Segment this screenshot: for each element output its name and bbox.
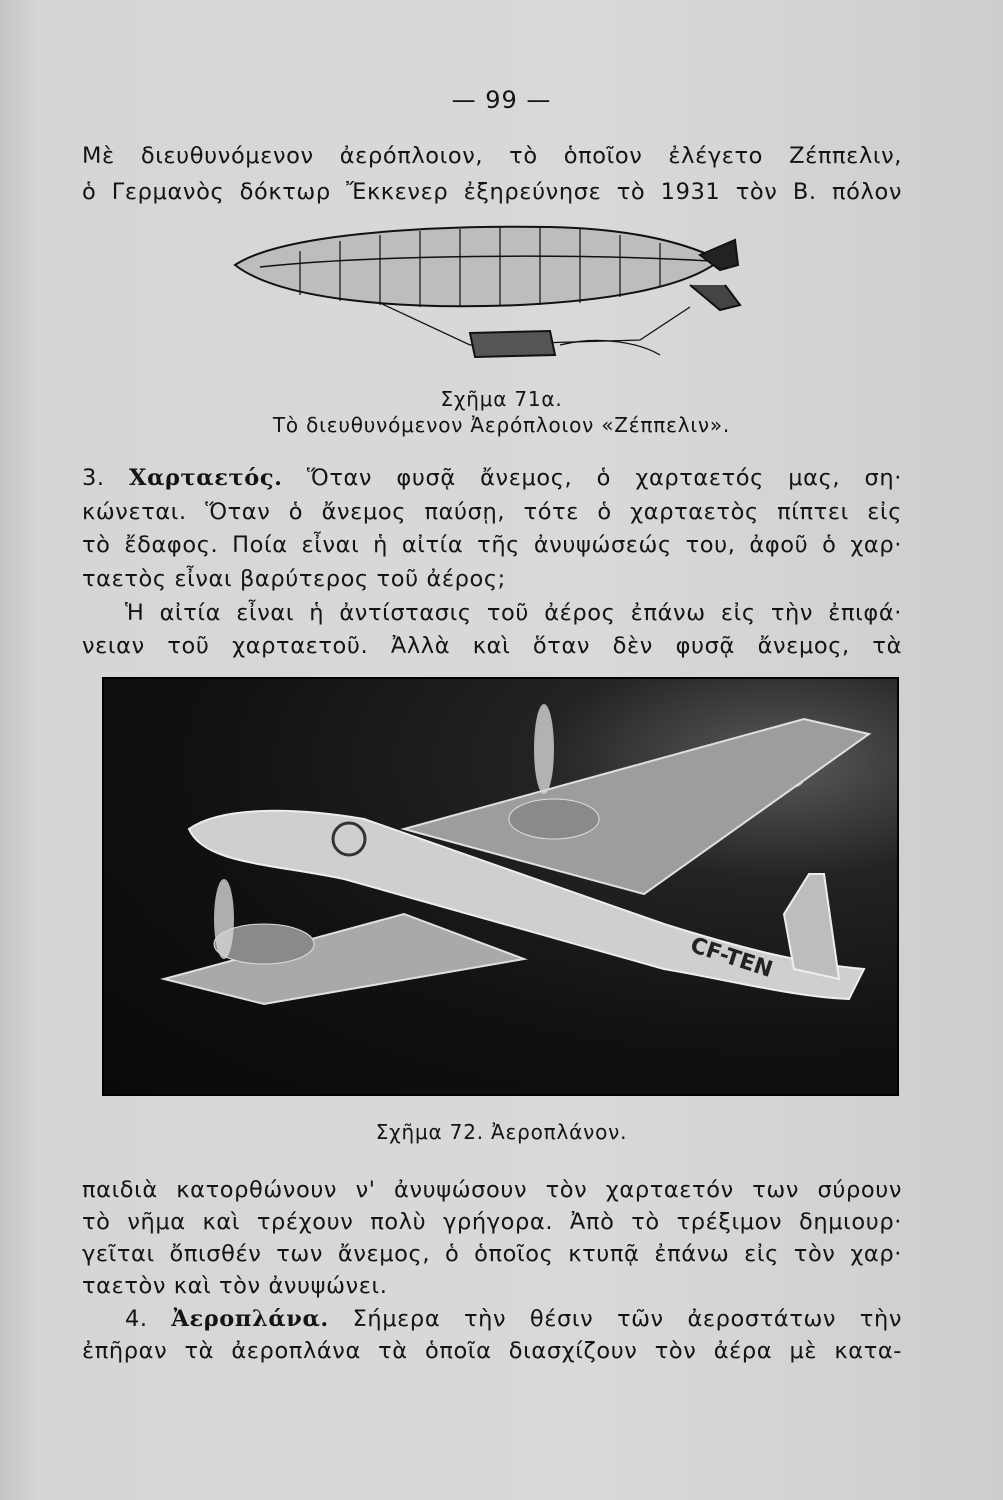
section-3-line-1-text: Ὅταν φυσᾷ ἄνεμος, ὁ χαρταετός μας, ση· <box>306 465 902 491</box>
section-4-line-1 <box>125 1304 902 1334</box>
figure-71a-caption-2: Τὸ διευθυνόμενον Ἀερόπλοιον «Ζέππελιν». <box>272 413 731 437</box>
section-3-line-3: τὸ ἔδαφος. Ποία εἶναι ἡ αἰτία τῆς ἀνυψώσεώς του, ἀφοῦ ὁ χαρ· <box>82 532 902 558</box>
section-3-heading: Χαρταετός. <box>129 465 283 491</box>
section-3-line-6: νειαν τοῦ χαρταετοῦ. Ἀλλὰ καὶ ὅταν δὲν φυσᾷ ἄνεμος, τὰ <box>82 633 902 659</box>
aircraft-registration: CF-TEN <box>687 932 776 983</box>
airplane-illustration <box>104 679 897 1094</box>
page-number: — 99 — <box>451 86 552 114</box>
continuation-line-4: ταετὸν καὶ τὸν ἀνυψώνει. <box>82 1273 388 1299</box>
section-3-number: 3. <box>82 465 105 491</box>
section-3-line-5: Ἡ αἰτία εἶναι ἡ ἀντίστασις τοῦ ἀέρος ἐπάνω εἰς τὴν ἐπιφά· <box>125 600 902 626</box>
continuation-line-1: παιδιὰ κατορθώνουν ν' ἀνυψώσουν τὸν χαρταετόν των σύρουν <box>82 1177 902 1203</box>
section-4-number: 4. <box>125 1306 148 1332</box>
section-3-line-4: ταετὸς εἶναι βαρύτερος τοῦ ἀέρος; <box>82 566 506 592</box>
continuation-line-2: τὸ νῆμα καὶ τρέχουν πολὺ γρήγορα. Ἀπὸ τὸ τρέξιμον δημιουρ· <box>82 1209 902 1235</box>
figure-72-caption: Σχῆμα 72. Ἀεροπλάνον. <box>375 1120 628 1144</box>
continuation-line-3: γεῖται ὄπισθέν των ἄνεμος, ὁ ὁποῖος κτυπᾷ ἐπάνω εἰς τὸν χαρ· <box>82 1241 902 1267</box>
intro-line-1: Μὲ διευθυνόμενον ἀερόπλοιον, τὸ ὁποῖον ἐλέγετο Ζέππελιν, <box>82 143 902 169</box>
intro-line-2: ὁ Γερμανὸς δόκτωρ Ἔκκενερ ἐξηρεύνησε τὸ 1931 τὸν Β. πόλον <box>82 179 902 205</box>
section-4-line-2: ἐπῆραν τὰ ἀεροπλάνα τὰ ὁποῖα διασχίζουν τὸν ἀέρα μὲ κατα- <box>82 1338 902 1364</box>
section-3-line-2: κώνεται. Ὅταν ὁ ἄνεμος παύσῃ, τότε ὁ χαρταετὸς πίπτει εἰς <box>82 499 902 525</box>
section-4-line-1-text: Σήμερα τὴν θέσιν τῶν ἀεροστάτων τὴν <box>352 1306 902 1332</box>
section-4-heading: Ἀεροπλάνα. <box>171 1306 329 1332</box>
airplane-photo <box>102 677 899 1096</box>
figure-71a-caption-1: Σχῆμα 71α. <box>440 387 563 411</box>
zeppelin-illustration <box>220 215 780 375</box>
section-3-line-1 <box>82 463 902 493</box>
